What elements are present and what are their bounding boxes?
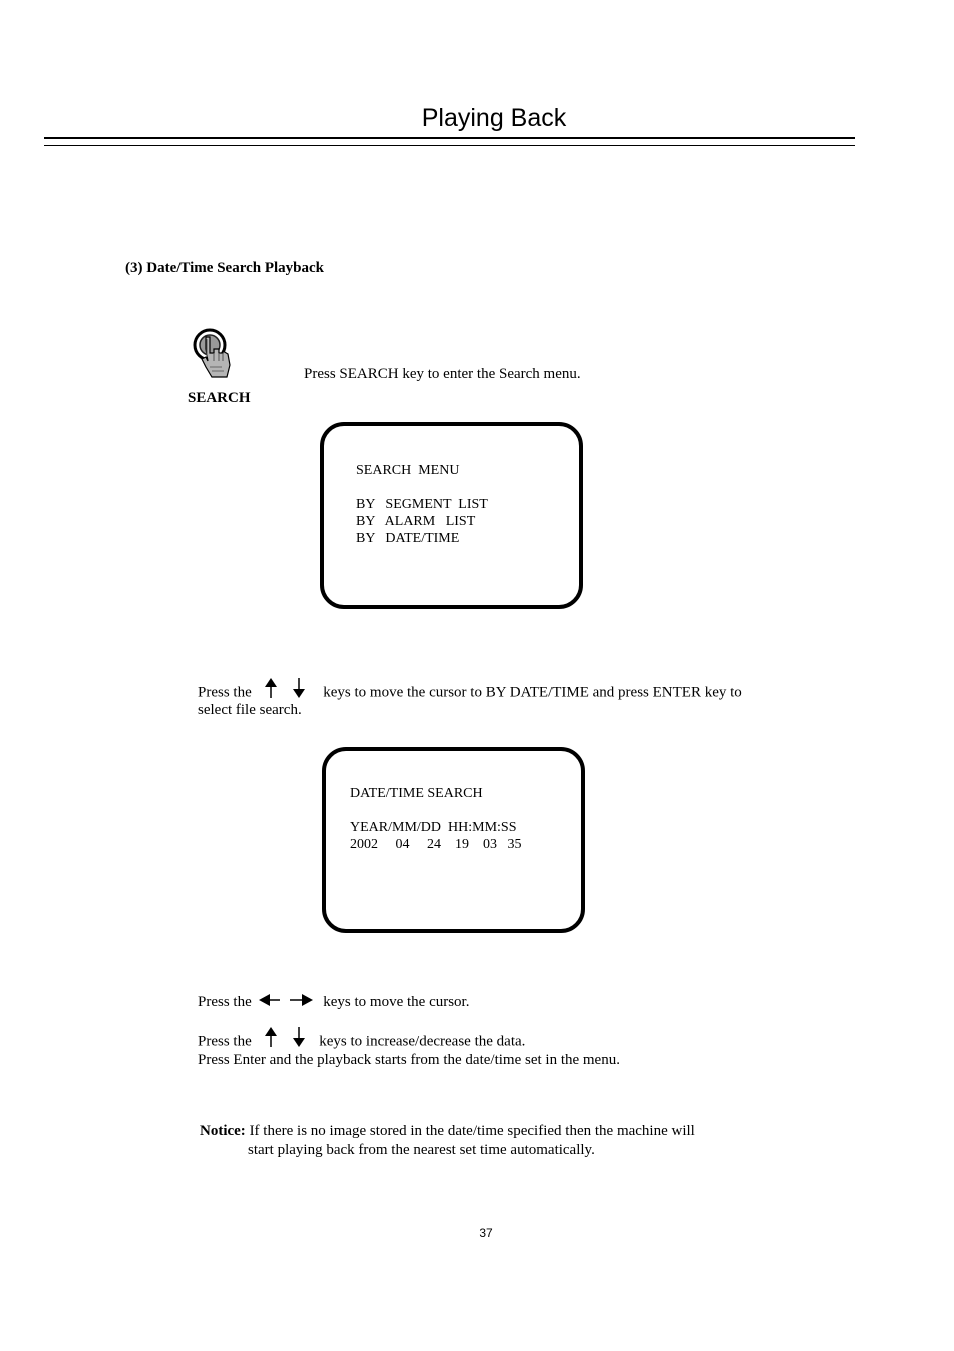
- step3-ud-suffix: keys to increase/decrease the data.: [319, 1033, 526, 1050]
- section-heading: (3) Date/Time Search Playback: [125, 260, 325, 276]
- search-option-date-time: BY DATE/TIME: [356, 531, 460, 546]
- search-key-label: SEARCH: [188, 390, 251, 406]
- step1-text: Press SEARCH key to enter the Search menu.: [304, 366, 581, 382]
- step3-enter-line: Press Enter and the playback starts from the date/time set in the menu.: [198, 1052, 620, 1068]
- step3-up-down-line: [198, 1031, 525, 1053]
- date-time-search-title: DATE/TIME SEARCH: [350, 786, 483, 801]
- date-time-search-screen: [322, 747, 585, 933]
- search-option-segment-list: BY SEGMENT LIST: [356, 497, 488, 512]
- page-title: Playing Back: [421, 104, 567, 132]
- left-right-arrows-icon: [256, 993, 320, 1007]
- step2-line2: select file search.: [198, 702, 302, 718]
- step2-suffix: keys to move the cursor to BY DATE/TIME and press ENTER key to: [323, 684, 742, 701]
- date-time-value: 2002 04 24 19 03 35: [350, 837, 522, 852]
- search-option-alarm-list: BY ALARM LIST: [356, 514, 476, 529]
- search-menu-screen: [320, 422, 583, 609]
- step3-ud-prefix: Press the: [198, 1033, 252, 1050]
- notice-line1: [200, 1122, 695, 1141]
- step3-left-right-line: [198, 993, 469, 1012]
- date-time-format-label: YEAR/MM/DD HH:MM:SS: [350, 820, 517, 835]
- notice-text-1: If there is no image stored in the date/time specified then the machine will: [245, 1123, 695, 1139]
- up-down-arrows-icon: [256, 1027, 316, 1049]
- notice-label: Notice:: [200, 1123, 246, 1139]
- date-time-search-spacer: [350, 802, 522, 819]
- header-rule-top: [44, 137, 855, 139]
- page-number: 37: [479, 1226, 493, 1240]
- up-down-arrows-icon: [256, 678, 320, 700]
- header-rule-bottom: [44, 145, 855, 146]
- search-menu-title: SEARCH MENU: [356, 463, 460, 478]
- step3-lr-suffix: keys to move the cursor.: [323, 994, 470, 1010]
- search-menu-spacer: [356, 479, 488, 496]
- hand-pressing-button-icon: [192, 327, 234, 379]
- notice-line2: start playing back from the nearest set time automatically.: [248, 1142, 595, 1158]
- step3-lr-prefix: Press the: [198, 994, 252, 1010]
- step2-prefix: Press the: [198, 684, 252, 701]
